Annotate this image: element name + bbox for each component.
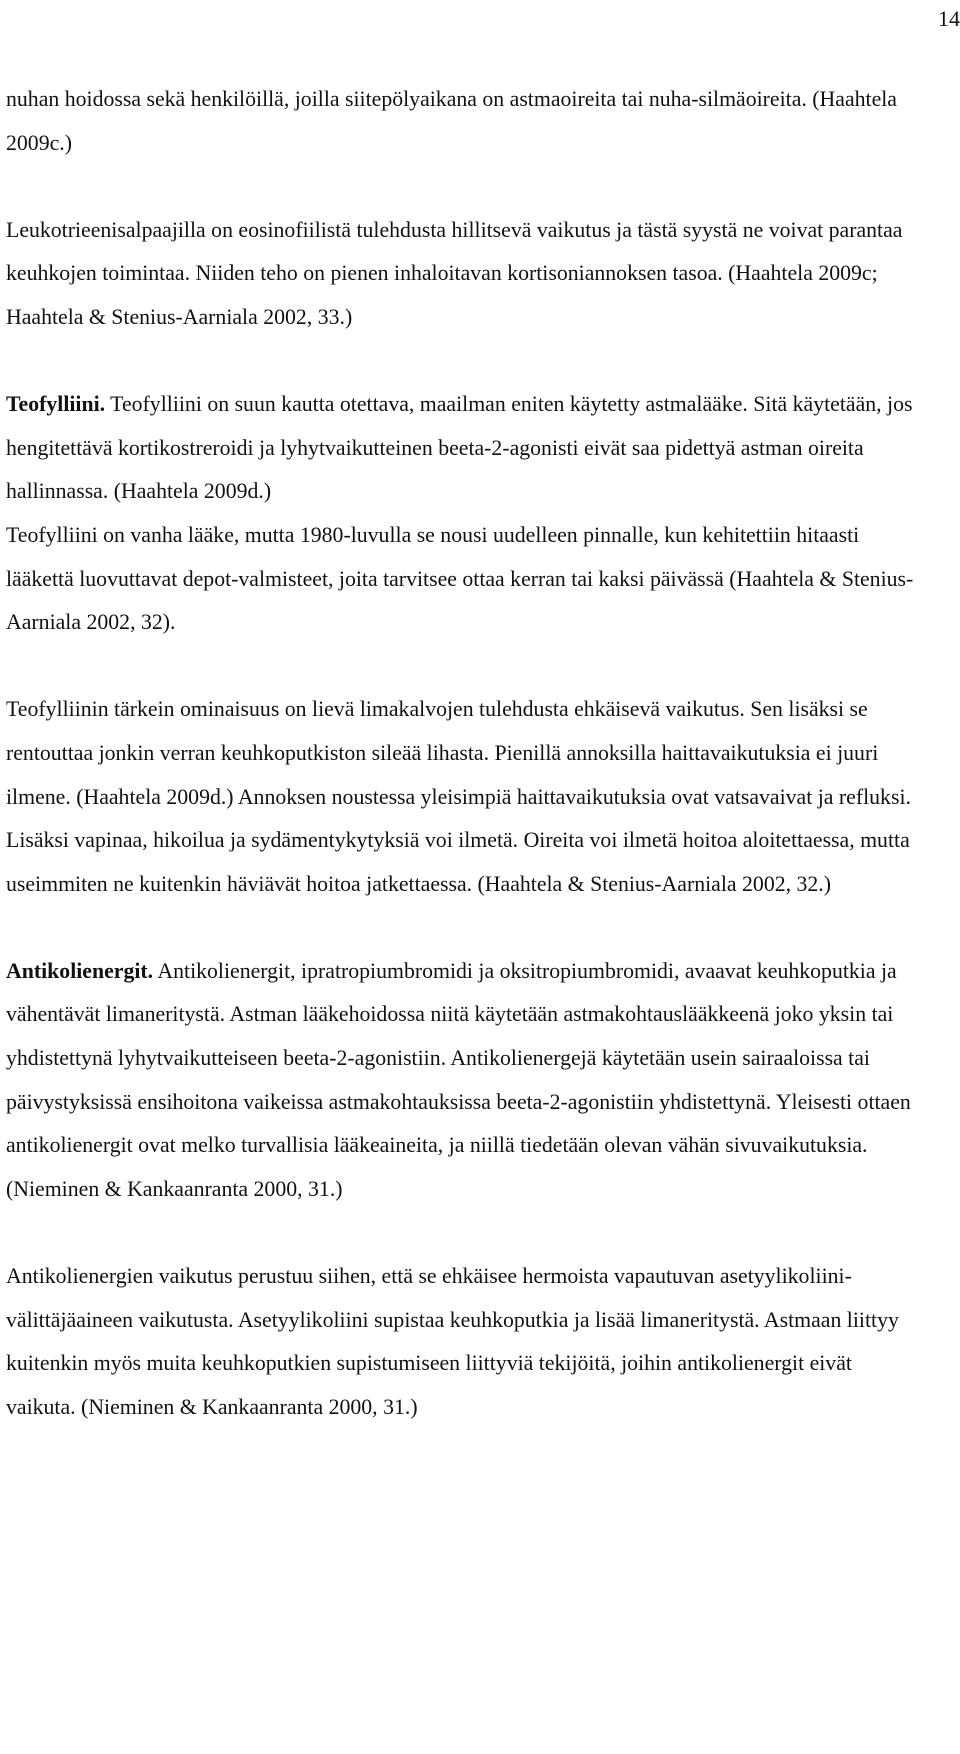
paragraph-text: Teofylliini on vanha lääke, mutta 1980-luvulla se nousi uudelleen pinnalle, kun kehitettiin hitaasti lääkettä luovuttavat depot-valmisteet, joita tarvitsee ottaa kerran tai kaksi päivässä (Haahtela & Stenius-Aarniala 2002, 32).	[6, 522, 914, 635]
paragraph-6	[6, 950, 926, 1212]
paragraph-text: Teofylliinin tärkein ominaisuus on lievä limakalvojen tulehdusta ehkäisevä vaikutus. Sen lisäksi se rentouttaa jonkin verran keuhkoputkiston sileää lihasta. Pienillä annoksilla haittavaikutuksia ei juuri ilmene. (Haahtela 2009d.) Annoksen noustessa yleisimpiä haittavaikutuksia ovat vatsavaivat ja refluksi. Lisäksi vapinaa, hikoilua ja sydämentykytyksiä voi ilmetä. Oireita voi ilmetä hoitoa aloitettaessa, mutta useimmiten ne kuitenkin häviävät hoitoa jatkettaessa. (Haahtela & Stenius-Aarniala 2002, 32.)	[6, 697, 911, 896]
paragraph-7	[6, 1255, 926, 1429]
paragraph-heading-antikolienergit: Antikolienergit.	[6, 958, 154, 983]
paragraph-4	[6, 514, 926, 645]
paragraph-text: Antikolienergit, ipratropiumbromidi ja oksitropiumbromidi, avaavat keuhkoputkia ja vähentävät limaneritystä. Astman lääkehoidossa niitä käytetään astmakohtauslääkkeenä joko yksin tai yhdistettynä lyhytvaikutteiseen beeta-2-agonistiin. Antikolienergejä käytetään usein sairaaloissa tai päivystyksissä ensihoitona vaikeissa astmakohtauksissa beeta-2-agonistiin yhdistettynä. Yleisesti ottaen antikolienergit ovat melko turvallisia lääkeaineita, ja niillä tiedetään olevan vähän sivuvaikutuksia. (Nieminen & Kankaanranta 2000, 31.)	[6, 958, 911, 1201]
paragraph-heading-teofylliini: Teofylliini.	[6, 392, 106, 417]
paragraph-text: Leukotrieenisalpaajilla on eosinofiilistä tulehdusta hillitsevä vaikutus ja tästä syystä ne voivat parantaa keuhkojen toimintaa. Niiden teho on pienen inhaloitavan kortisoniannoksen tasoa. (Haahtela 2009c; Haahtela & Stenius-Aarniala 2002, 33.)	[6, 217, 903, 329]
paragraph-2	[6, 209, 926, 340]
paragraph-3	[6, 383, 926, 514]
paragraph-1	[6, 78, 926, 165]
paragraph-5	[6, 688, 926, 906]
page-number: 14	[938, 6, 960, 31]
paragraph-text: Teofylliini on suun kautta otettava, maailman eniten käytetty astmalääke. Sitä käytetään, jos hengitettävä kortikostreroidi ja lyhytvaikutteinen beeta-2-agonisti eivät saa pidettyä astman oireita hallinnassa. (Haahtela 2009d.)	[6, 392, 913, 504]
paragraph-text: nuhan hoidossa sekä henkilöillä, joilla siitepölyaikana on astmaoireita tai nuha-silmäoireita. (Haahtela 2009c.)	[6, 87, 897, 155]
document-body	[6, 78, 926, 1429]
paragraph-text: Antikolienergien vaikutus perustuu siihen, että se ehkäisee hermoista vapautuvan asetyylikoliini-välittäjäaineen vaikutusta. Asetyylikoliini supistaa keuhkoputkia ja lisää limaneritystä. Astmaan liittyy kuitenkin myös muita keuhkoputkien supistumiseen liittyviä tekijöitä, joihin antikolienergit eivät vaikuta. (Nieminen & Kankaanranta 2000, 31.)	[6, 1264, 899, 1419]
